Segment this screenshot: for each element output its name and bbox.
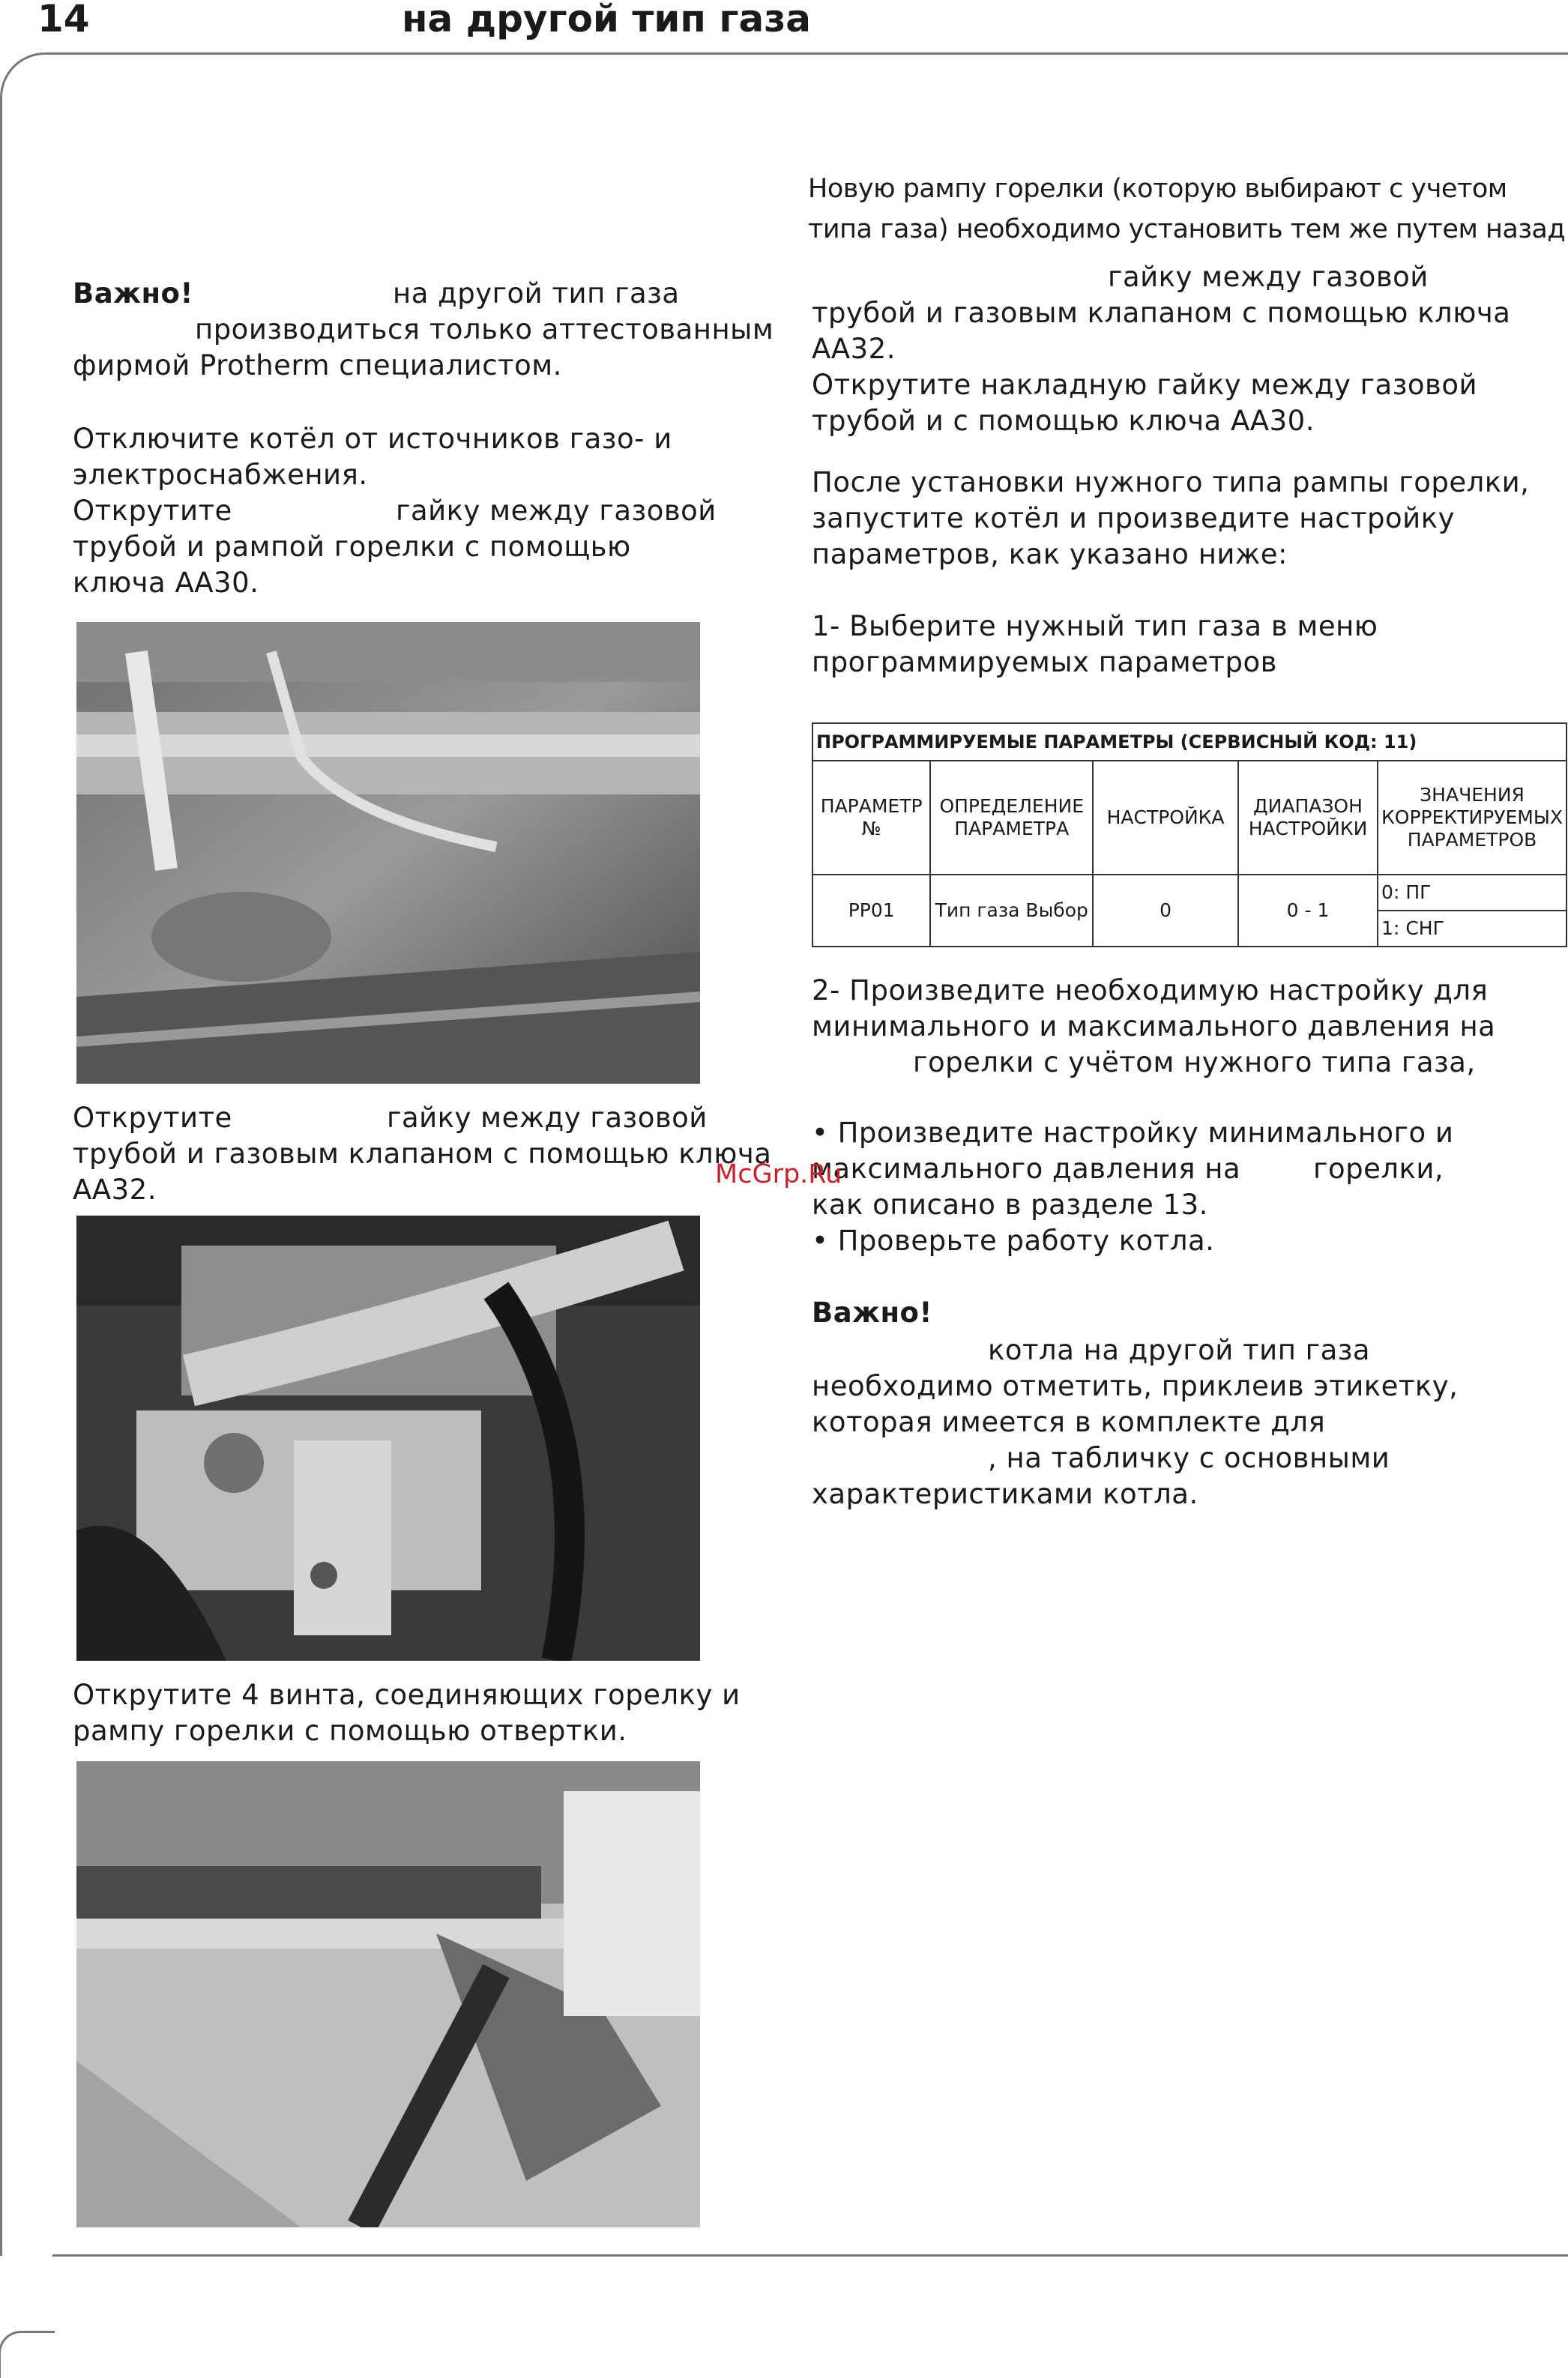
- page-number: 14: [37, 0, 90, 40]
- intro-line-2: типа газа) необходимо установить тем же путем назад: [808, 214, 1566, 244]
- step1-line-2: электроснабжения.: [73, 459, 368, 491]
- page-corner: [0, 2331, 55, 2378]
- nut-line-2: трубой и газовым клапаном с помощью ключа: [812, 297, 1511, 329]
- step1-line-4: трубой и рампой горелки с помощью: [73, 531, 631, 563]
- bullet-line-2a: максимального давления на: [812, 1153, 1241, 1185]
- step3-line-1: Открутите 4 винта, соединяющих горелку и: [73, 1679, 741, 1711]
- step2-line-1a: Открутите: [73, 1102, 232, 1134]
- photo-screwdriver: [76, 1761, 700, 2227]
- table-cell-range: 0 - 1: [1238, 875, 1378, 947]
- table-caption: ПРОГРАММИРУЕМЫЕ ПАРАМЕТРЫ (СЕРВИСНЫЙ КОД: 11): [812, 723, 1567, 761]
- step1-line-1: Отключите котёл от источников газо- и: [73, 423, 672, 455]
- page-title: на другой тип газа: [402, 0, 811, 40]
- right-important-line-5: характеристиками котла.: [812, 1478, 1198, 1510]
- table-header-definition: ОПРЕДЕЛЕНИЕ ПАРАМЕТРА: [930, 761, 1093, 875]
- step1-line-5: ключа АА30.: [73, 567, 259, 599]
- photo-gas-valve: [76, 1216, 700, 1661]
- watermark: McGrp.Ru: [715, 1159, 842, 1189]
- photo-burner-ramp: [76, 622, 700, 1084]
- step1-line-3a: Открутите: [73, 495, 232, 527]
- bullet-line-1: • Произведите настройку минимального и: [812, 1117, 1454, 1149]
- nut-line-1: гайку между газовой: [1108, 261, 1429, 293]
- adjust-line-2: минимального и максимального давления на: [812, 1010, 1496, 1042]
- adjust-line-1: 2- Произведите необходимую настройку для: [812, 974, 1489, 1007]
- table-cell-value-2: 1: СНГ: [1378, 911, 1567, 947]
- table-header-setting: НАСТРОЙКА: [1093, 761, 1238, 875]
- parameters-table: [812, 722, 1567, 947]
- right-important-line-2: необходимо отметить, приклеив этикетку,: [812, 1370, 1459, 1402]
- right-important-line-1: котла на другой тип газа: [988, 1334, 1371, 1366]
- step1-line-3b: гайку между газовой: [396, 495, 717, 527]
- select-line-1: 1- Выберите нужный тип газа в меню: [812, 610, 1378, 642]
- after-line-3: параметров, как указано ниже:: [812, 538, 1288, 570]
- after-line-1: После установки нужного типа рампы горелки,: [812, 466, 1530, 498]
- bullet-line-3: как описано в разделе 13.: [812, 1189, 1208, 1221]
- step2-line-3: АА32.: [73, 1174, 157, 1206]
- after-line-2: запустите котёл и произведите настройку: [812, 502, 1455, 534]
- adjust-line-3: горелки с учётом нужного типа газа,: [913, 1046, 1476, 1078]
- table-cell-value-1: 0: ПГ: [1378, 875, 1567, 911]
- left-important-line-2: производиться только аттестованным: [195, 313, 774, 345]
- step3-line-2: рампу горелки с помощью отвертки.: [73, 1715, 627, 1747]
- table-header-values: ЗНАЧЕНИЯ КОРРЕКТИРУЕМЫХ ПАРАМЕТРОВ: [1378, 761, 1567, 875]
- nut-line-4: Открутите накладную гайку между газовой: [812, 369, 1478, 401]
- table-cell-setting: 0: [1093, 875, 1238, 947]
- nut-line-5: трубой и с помощью ключа АА30.: [812, 405, 1315, 437]
- page-frame-bottom: [52, 2254, 1568, 2257]
- nut-line-3: АА32.: [812, 333, 896, 365]
- step2-line-2: трубой и газовым клапаном с помощью ключа: [73, 1138, 772, 1170]
- table-cell-param: PP01: [812, 875, 930, 947]
- right-important-label: Важно!: [812, 1297, 932, 1329]
- right-important-line-4: , на табличку с основными: [988, 1442, 1390, 1474]
- table-header-range: ДИАПАЗОН НАСТРОЙКИ: [1238, 761, 1378, 875]
- table-cell-definition: Тип газа Выбор: [930, 875, 1093, 947]
- table-header-param: ПАРАМЕТР №: [812, 761, 930, 875]
- right-important-line-3: которая имеется в комплекте для: [812, 1406, 1326, 1438]
- bullet-line-4: • Проверьте работу котла.: [812, 1225, 1215, 1257]
- left-important-line-1: на другой тип газа: [393, 277, 680, 310]
- left-important-label: Важно!: [73, 277, 193, 310]
- left-important-line-3: фирмой Protherm специалистом.: [73, 349, 562, 381]
- select-line-2: программируемых параметров: [812, 646, 1277, 678]
- bullet-line-2b: горелки,: [1313, 1153, 1444, 1185]
- intro-line-1: Новую рампу горелки (которую выбирают с учетом: [808, 174, 1507, 204]
- step2-line-1b: гайку между газовой: [387, 1102, 708, 1134]
